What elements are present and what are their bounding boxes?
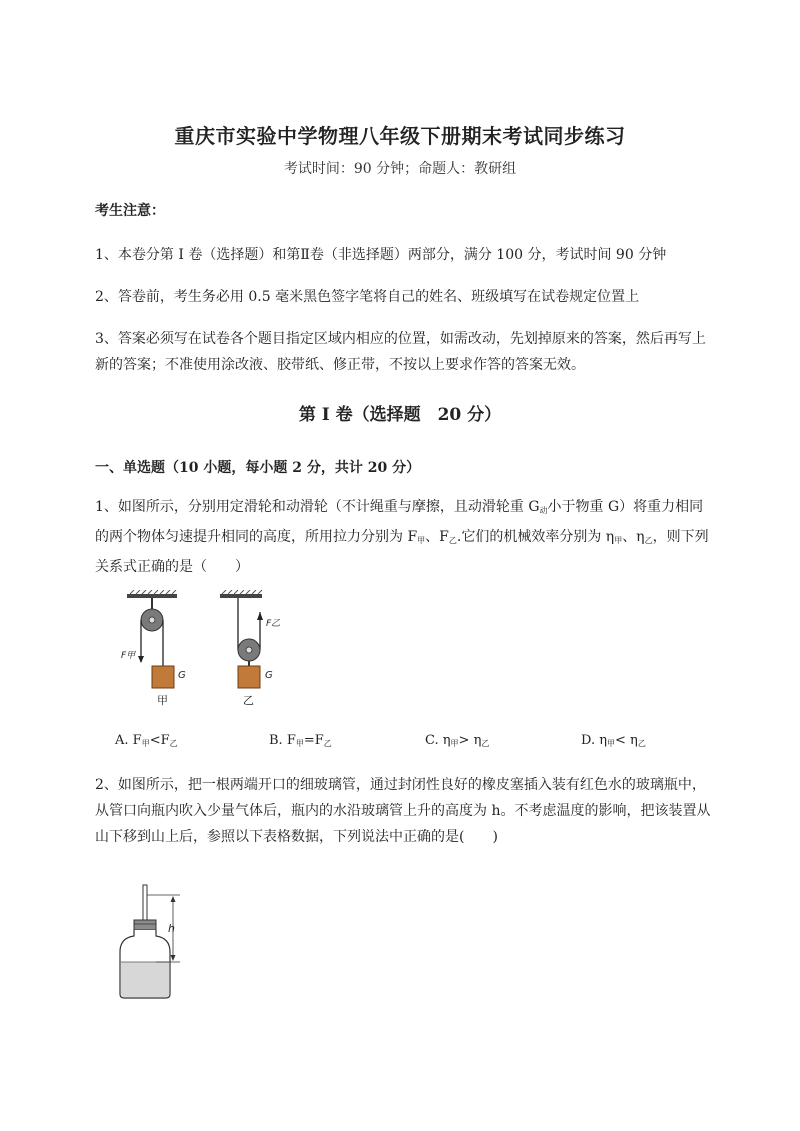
- section-title: 第 I 卷（选择题 20 分）: [298, 405, 502, 425]
- exam-info: 考试时间：90 分钟；命题人：教研组: [283, 161, 517, 177]
- question-2-text: 2、如图所示，把一根两端开口的细玻璃管，通过封闭性良好的橡皮塞插入装有红色水的玻璃瓶中，从管口向瓶内吹入少量气体后，瓶内的水沿玻璃管上升的高度为 h。不考虑温度的影响，把该装置从山下移到山上后，参照以下表格数据，下列说法中正确的是( ): [95, 777, 711, 845]
- bottle-figure: [110, 880, 210, 1005]
- question-1-text: 1、如图所示，分别用定滑轮和动滑轮（不计绳重与摩擦，且动滑轮重 $G_动$小于物重 G）将重力相同的两个物体匀速提升相同的高度，所用拉力分别为 $F_甲$、$F_乙$.它们的机械效率分别为 $\eta_甲$、$\eta_乙$，则下列关系式正确的是（ ）: [95, 499, 709, 575]
- notice-heading: 考生注意：: [95, 203, 165, 219]
- movable-pulley: [220, 590, 263, 688]
- option-d[interactable]: D. $\eta_甲< \eta_乙$: [581, 733, 646, 748]
- option-a[interactable]: A. $F_甲<F_乙$: [115, 733, 178, 748]
- label-yi: 乙: [243, 694, 254, 707]
- pulley-figure: [110, 590, 310, 715]
- part-heading: 一、单选题（10 小题，每小题 2 分，共计 20 分）: [95, 460, 421, 476]
- fixed-pulley: [127, 590, 177, 688]
- option-b[interactable]: B. $F_甲=F_乙$: [269, 733, 332, 748]
- option-c[interactable]: C. $\eta_甲> \eta_乙$: [425, 733, 490, 748]
- label-jia: 甲: [157, 694, 168, 707]
- label-h: h: [168, 922, 175, 935]
- page-title: 重庆市实验中学物理八年级下册期末考试同步练习: [174, 124, 626, 148]
- notice-item-2: 2、答卷前，考生务必用 0.5 毫米黑色签字笔将自己的姓名、班级填写在试卷规定位置上: [95, 289, 640, 305]
- label-f-jia: F甲: [121, 651, 136, 661]
- notice-item-1: 1、本卷分第 I 卷（选择题）和第Ⅱ卷（非选择题）两部分，满分 100 分，考试时间 90 分钟: [95, 247, 667, 263]
- label-g-yi: G: [265, 670, 273, 681]
- label-g-jia: G: [178, 670, 186, 681]
- label-f-yi: F乙: [266, 619, 281, 629]
- notice-item-3: 3、答案必须写在试卷各个题目指定区域内相应的位置，如需改动，先划掉原来的答案，然后再写上新的答案；不准使用涂改液、胶带纸、修正带，不按以上要求作答的答案无效。: [95, 331, 706, 373]
